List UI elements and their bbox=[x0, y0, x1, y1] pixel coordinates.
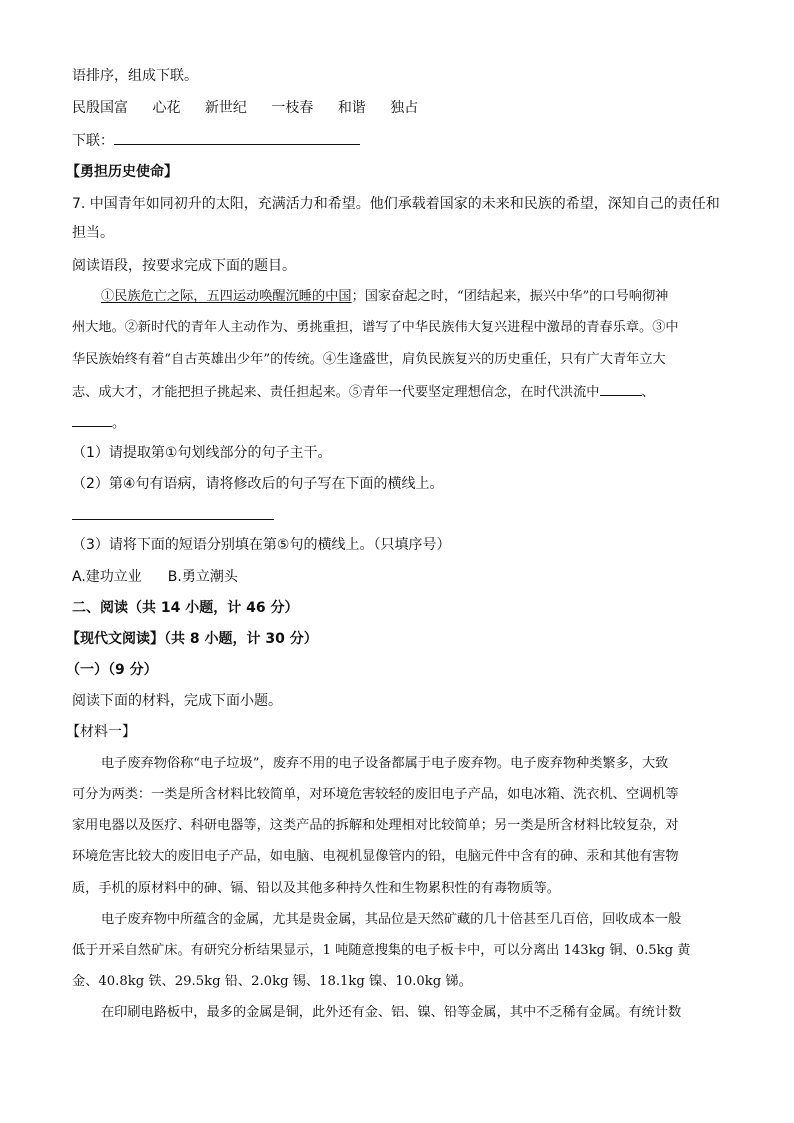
couplet-instruction: 语排序，组成下联。 bbox=[72, 68, 198, 84]
couplet-answer-line bbox=[72, 130, 360, 151]
choice-b: B.勇立潮头 bbox=[167, 569, 238, 585]
material-para3-line: 在印刷电路板中，最多的金属是铜，此外还有金、铝、镍、铅等金属，其中不乏稀有金属。有统计数 bbox=[101, 1005, 682, 1020]
material-para2-line: 低于开采自然矿床。有研究分析结果显示，1 吨随意搜集的电子板卡中，可以分离出 143kg 铜、0.5kg 黄 bbox=[72, 943, 691, 958]
sub-question-2: （2）第④句有语病，请将修改后的句子写在下面的横线上。 bbox=[72, 476, 444, 492]
choice-a: A.建功立业 bbox=[72, 569, 142, 585]
answer-line[interactable] bbox=[72, 519, 274, 520]
group-one-heading: （一）（9 分） bbox=[66, 662, 158, 678]
question-7-instruction: 阅读语段，按要求完成下面的题目。 bbox=[72, 258, 296, 274]
question-7-line2: 担当。 bbox=[72, 225, 114, 241]
part-two-heading: 二、阅读（共 14 小题，计 46 分） bbox=[72, 600, 299, 616]
question-7-line1: 7. 中国青年如同初升的太阳，充满活力和希望。他们承载着国家的未来和民族的希望，深知自己的责任和 bbox=[72, 196, 720, 212]
couplet-option: 独占 bbox=[390, 100, 419, 116]
underlined-phrase: ①民族危亡之际，五四运动唤醒沉睡的中国 bbox=[101, 289, 352, 304]
couplet-options bbox=[72, 98, 418, 118]
material-para2-line: 金、40.8kg 铁、29.5kg 铅、2.0kg 锡、18.1kg 镍、10.0kg 锑。 bbox=[72, 974, 472, 989]
couplet-option: 和谐 bbox=[337, 100, 366, 116]
material-para2-line: 电子废弃物中所蕴含的金属，尤其是贵金属，其品位是天然矿藏的几十倍甚至几百倍，回收成本一般 bbox=[101, 912, 682, 927]
fill-blank-1[interactable] bbox=[600, 381, 642, 396]
material-label: 【材料一】 bbox=[66, 724, 136, 740]
material-para1-line: 可分为两类：一类是所含材料比较简单，对环境危害较轻的废旧电子产品，如电冰箱、洗衣机、空调机等 bbox=[72, 787, 679, 802]
reading-instruction: 阅读下面的材料，完成下面小题。 bbox=[72, 693, 282, 709]
passage-line3: 华民族始终有着“自古英雄出少年”的传统。④生逢盛世，肩负民族复兴的历史重任，只有广大青年立大 bbox=[72, 352, 666, 367]
answer-blank[interactable] bbox=[114, 130, 360, 145]
sub-question-1: （1）请提取第①句划线部分的句子主干。 bbox=[72, 445, 332, 461]
choices bbox=[72, 567, 238, 587]
passage-line5: 。 bbox=[72, 412, 125, 434]
material-para1-line: 家用电器以及医疗、科研电器等，这类产品的拆解和处理相对比较简单；另一类是所含材料比较复杂，对 bbox=[72, 818, 679, 833]
passage-line2: 州大地。②新时代的青年人主动作为、勇挑重担，谱写了中华民族伟大复兴进程中激昂的青春乐章。③中 bbox=[72, 320, 679, 335]
section-heading-mission: 【勇担历史使命】 bbox=[66, 164, 178, 180]
modern-reading-heading: 【现代文阅读】（共 8 小题，计 30 分） bbox=[66, 631, 318, 647]
material-para1-line: 环境危害比较大的废旧电子产品，如电脑、电视机显像管内的铅，电脑元件中含有的砷、汞和其他有害物 bbox=[72, 849, 679, 864]
couplet-option: 一枝春 bbox=[271, 100, 314, 116]
passage-line4: 志、成大才，才能把担子挑起来、责任担起来。⑤青年一代要坚定理想信念，在时代洪流中 、 bbox=[72, 381, 655, 403]
couplet-option: 新世纪 bbox=[204, 100, 247, 116]
fill-blank-2[interactable] bbox=[72, 412, 112, 427]
passage-line1: ①民族危亡之际，五四运动唤醒沉睡的中国；国家奋起之时，“团结起来，振兴中华”的口号响彻神 bbox=[101, 289, 669, 304]
material-para1-line: 质，手机的原材料中的砷、镉、铅以及其他多种持久性和生物累积性的有毒物质等。 bbox=[72, 881, 560, 896]
couplet-option: 民殷国富 bbox=[72, 100, 128, 116]
couplet-option: 心花 bbox=[152, 100, 181, 116]
material-para1-line: 电子废弃物俗称“电子垃圾”，废弃不用的电子设备都属于电子废弃物。电子废弃物种类繁多，大致 bbox=[101, 756, 669, 771]
sub-question-3: （3）请将下面的短语分别填在第⑤句的横线上。（只填序号） bbox=[72, 537, 451, 553]
answer-label: 下联： bbox=[72, 133, 114, 149]
